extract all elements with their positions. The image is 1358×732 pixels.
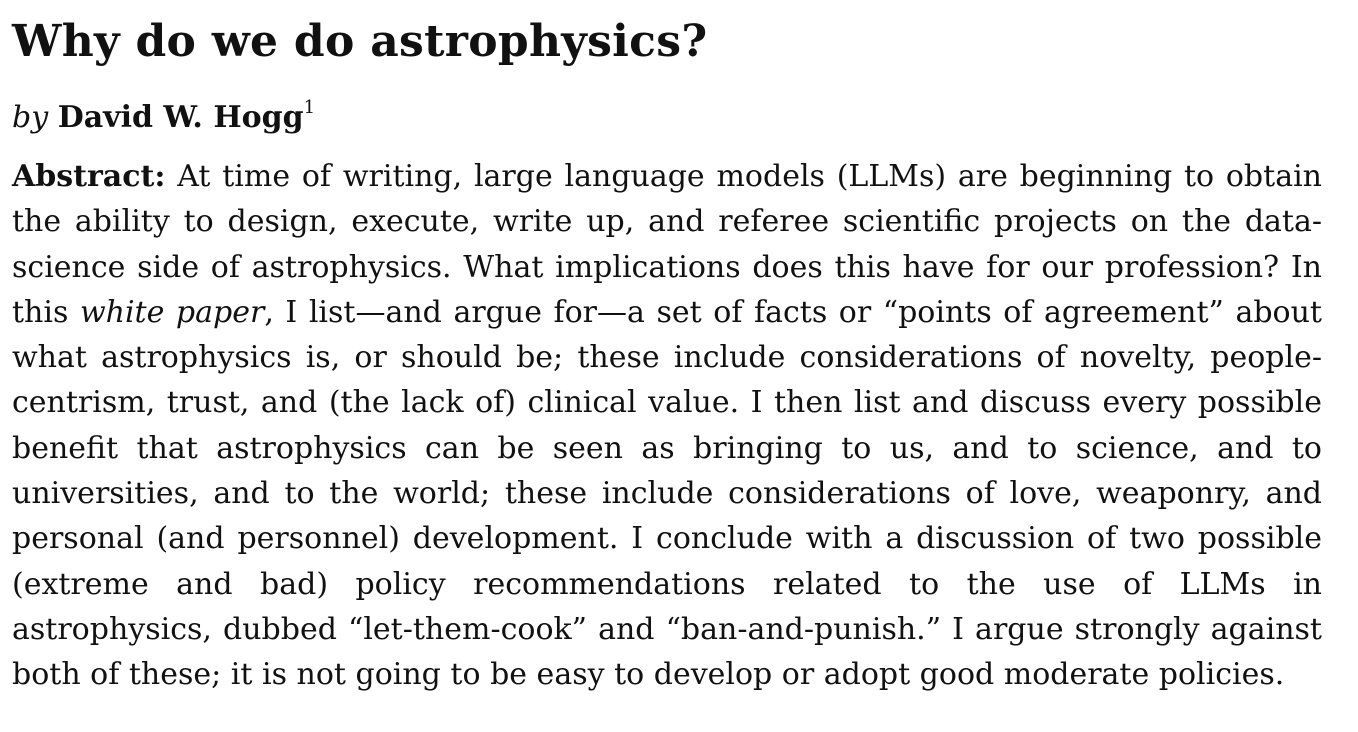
abstract-text-part1: At time of writing, large language models (LLMs) are beginning to obtain the ability to design, execute, write up, and referee scientific projects on the data-science side of astrophysics. What implications does this have for our profession? In this xyxy=(12,159,1322,330)
abstract-label: Abstract: xyxy=(12,159,166,194)
abstract xyxy=(12,154,1322,698)
paper-title: Why do we do astrophysics? xyxy=(12,16,708,67)
author-footnote-mark: 1 xyxy=(303,97,316,118)
abstract-emphasis: white paper xyxy=(79,294,265,330)
abstract-text-part2: , I list—and argue for—a set of facts or “points of agreement” about what astrophysics is, or should be; these include considerations of novelty, people-centrism, trust, and (the lack of) clinical value. I then list and discuss every possible benefit that astrophysics can be seen as bringing to us, and to science, and to universities, and to the world; these include considerations of love, weaponry, and personal (and personnel) development. I conclude with a discussion of two possible (extreme and bad) policy recommendations related to the use of LLMs in astrophysics, dubbed “let-them-cook” and “ban-and-punish.” I argue strongly against both of these; it is not going to be easy to develop or adopt good moderate policies. xyxy=(12,294,1322,693)
author-byline xyxy=(12,98,1322,138)
author-name: David W. Hogg xyxy=(57,100,304,135)
byline-prefix: by xyxy=(12,100,49,135)
